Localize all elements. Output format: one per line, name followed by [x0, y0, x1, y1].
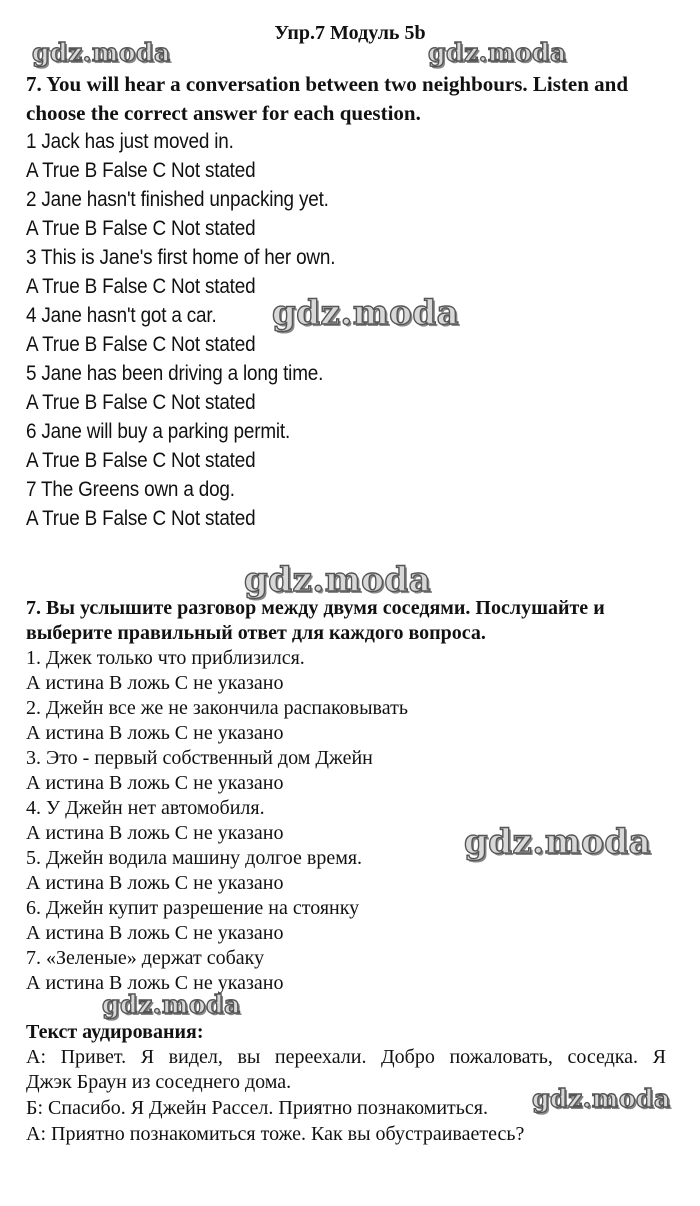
russian-question: 5. Джейн водила машину долгое время.	[26, 847, 363, 869]
transcript-line: А: Приятно познакомиться тоже. Как вы обустраиваетесь?	[26, 1123, 525, 1145]
russian-question: 1. Джек только что приблизился.	[26, 647, 305, 669]
russian-options: А истина В ложь С не указано	[26, 722, 284, 744]
watermark-logo: gdz.moda	[532, 1084, 671, 1113]
english-question: 5 Jane has been driving a long time.	[26, 362, 324, 385]
english-question: 3 This is Jane's first home of her own.	[26, 246, 336, 269]
russian-options: А истина В ложь С не указано	[26, 822, 284, 844]
english-question: 6 Jane will buy a parking permit.	[26, 420, 291, 443]
english-options: A True B False C Not stated	[26, 333, 256, 356]
watermark-logo: gdz.moda	[32, 38, 171, 67]
russian-question: 2. Джейн все же не закончила распаковывать	[26, 697, 408, 719]
english-question: 1 Jack has just moved in.	[26, 130, 234, 153]
watermark-logo: gdz.moda	[102, 990, 241, 1019]
russian-question: 4. У Джейн нет автомобиля.	[26, 797, 265, 819]
watermark-logo: gdz.moda	[464, 822, 652, 862]
russian-options: А истина В ложь С не указано	[26, 972, 284, 994]
english-question: 2 Jane hasn't finished unpacking yet.	[26, 188, 329, 211]
english-options: A True B False C Not stated	[26, 507, 256, 530]
english-options: A True B False C Not stated	[26, 159, 256, 182]
watermark-logo: gdz.moda	[428, 38, 567, 67]
english-options: A True B False C Not stated	[26, 449, 256, 472]
english-options: A True B False C Not stated	[26, 391, 256, 414]
russian-options: А истина В ложь С не указано	[26, 672, 284, 694]
russian-options: А истина В ложь С не указано	[26, 922, 284, 944]
transcript-line: Б: Спасибо. Я Джейн Рассел. Приятно познакомиться.	[26, 1097, 488, 1119]
english-task-line-2: choose the correct answer for each question.	[26, 101, 421, 125]
english-question: 7 The Greens own a dog.	[26, 478, 235, 501]
transcript-line: А: Привет. Я видел, вы переехали. Добро пожаловать, соседка. Я	[26, 1046, 666, 1068]
english-question: 4 Jane hasn't got a car.	[26, 304, 217, 327]
page-header: Упр.7 Модуль 5b	[274, 22, 426, 44]
english-options: A True B False C Not stated	[26, 217, 256, 240]
watermark-logo: gdz.moda	[272, 293, 460, 333]
transcript-line: Джэк Браун из соседнего дома.	[26, 1071, 292, 1093]
russian-options: А истина В ложь С не указано	[26, 872, 284, 894]
english-task-line-1: 7. You will hear a conversation between two neighbours. Listen and	[26, 72, 629, 96]
english-options: A True B False C Not stated	[26, 275, 256, 298]
watermark-logo: gdz.moda	[244, 560, 432, 600]
russian-task-line-2: выберите правильный ответ для каждого вопроса.	[26, 622, 486, 644]
russian-question: 3. Это - первый собственный дом Джейн	[26, 747, 373, 769]
russian-task-line-1: 7. Вы услышите разговор между двумя соседями. Послушайте и	[26, 597, 605, 619]
russian-question: 7. «Зеленые» держат собаку	[26, 947, 265, 969]
russian-question: 6. Джейн купит разрешение на стоянку	[26, 897, 360, 919]
transcript-heading: Текст аудирования:	[26, 1021, 204, 1043]
russian-options: А истина В ложь С не указано	[26, 772, 284, 794]
